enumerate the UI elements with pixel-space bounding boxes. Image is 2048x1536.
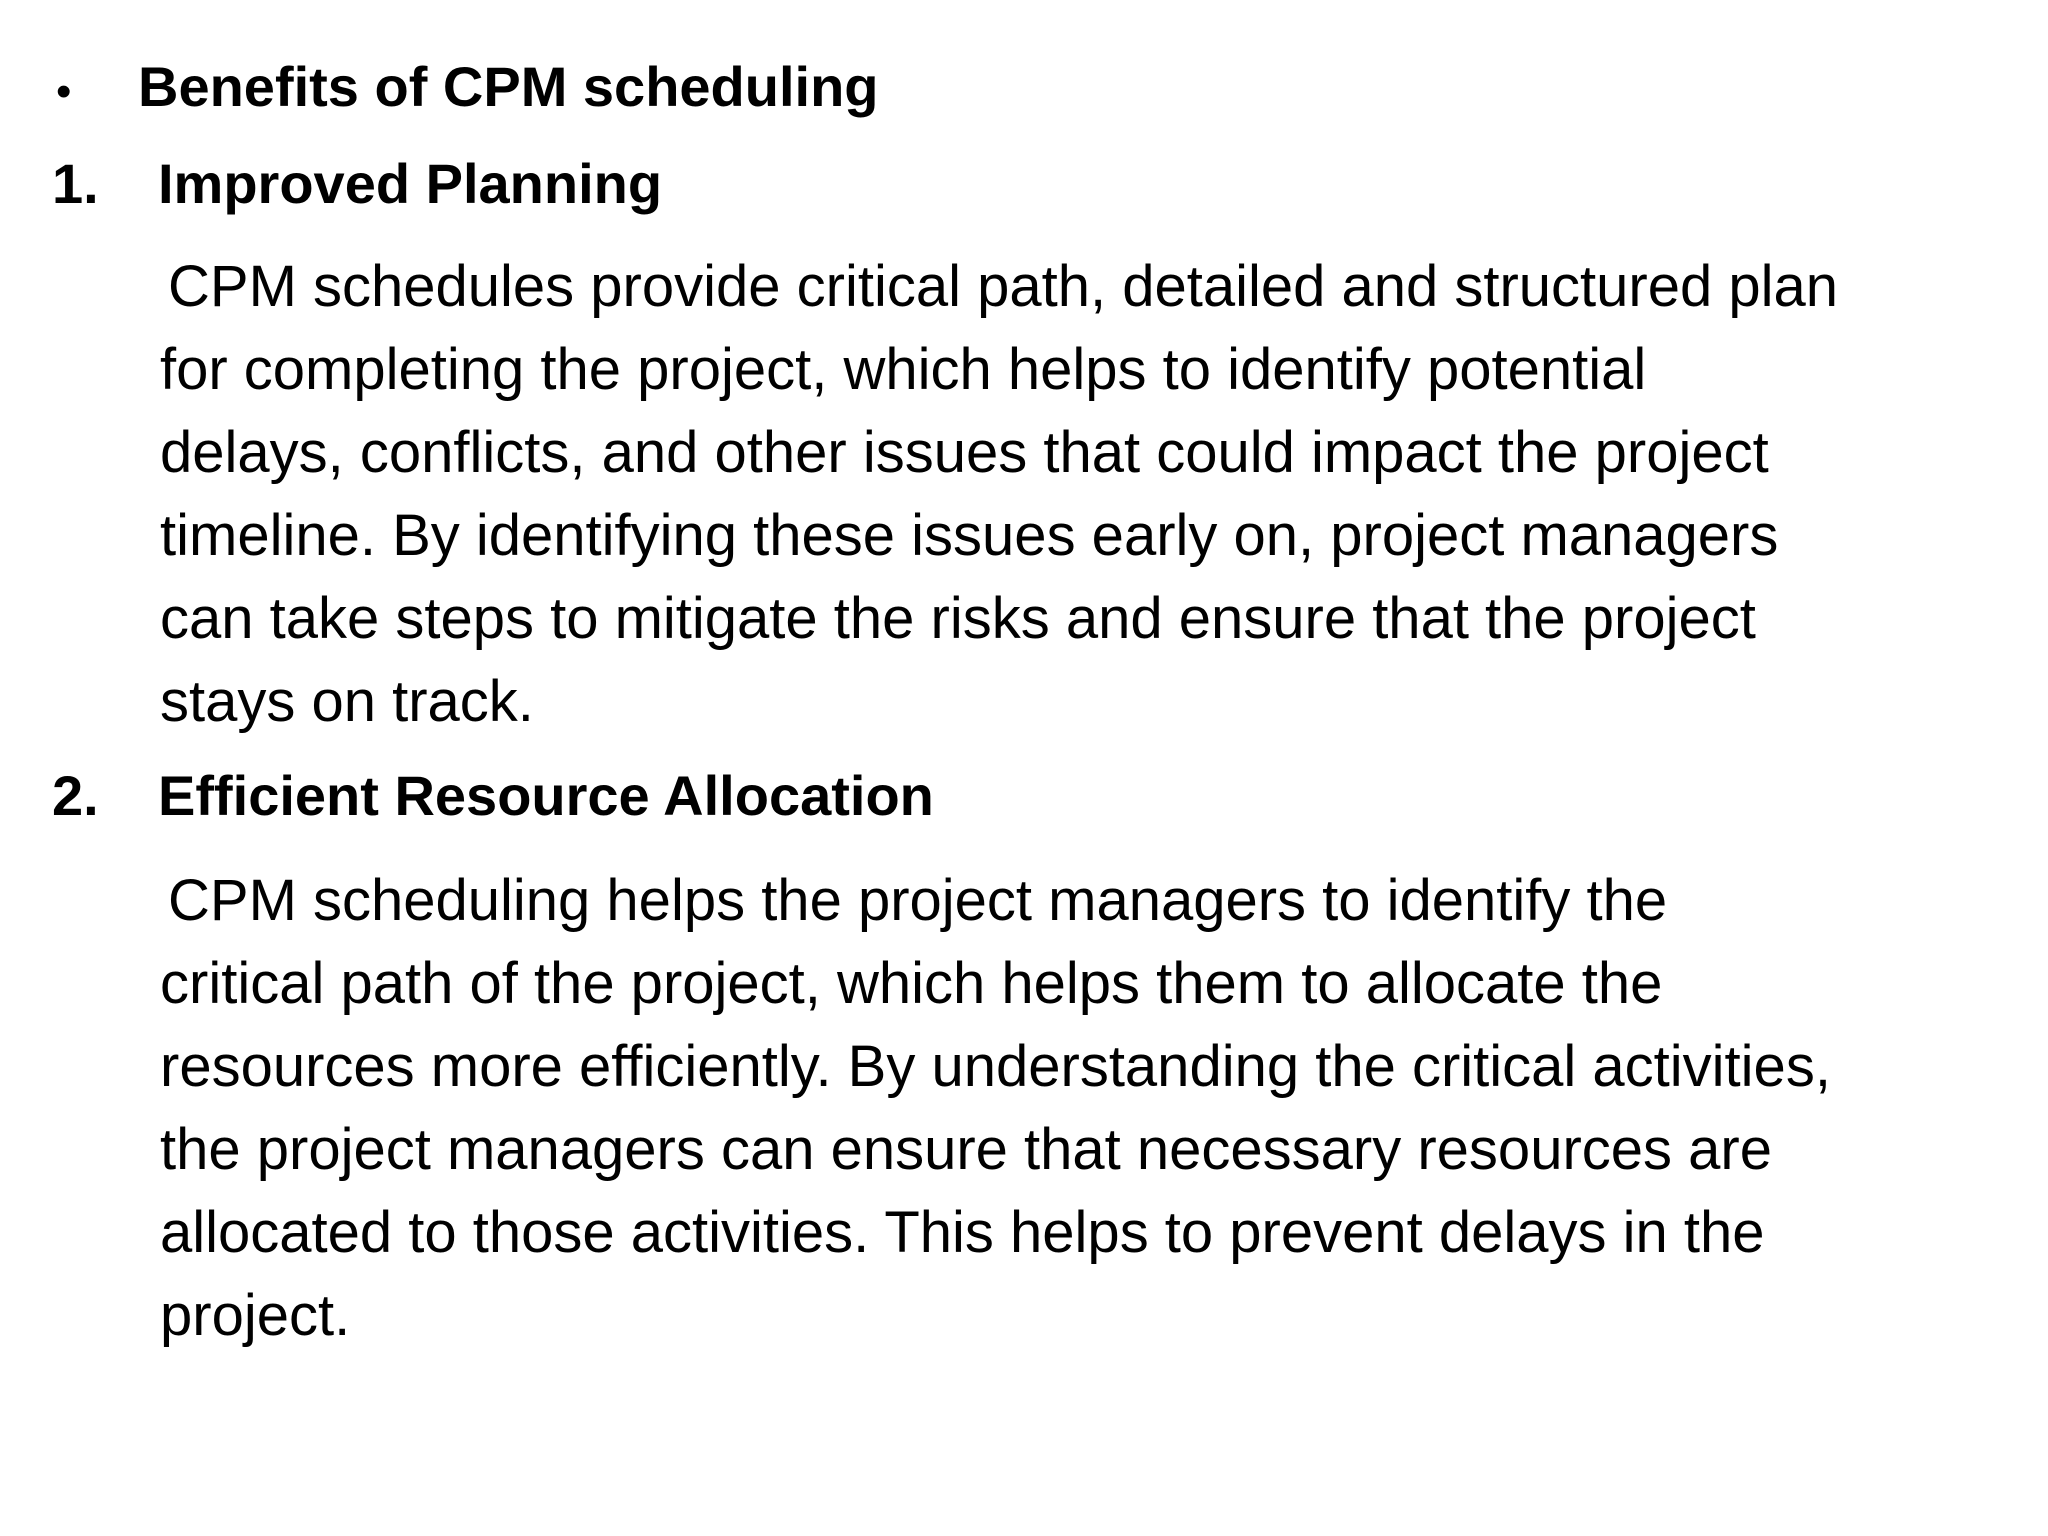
- section-heading-efficient-resource-allocation: [52, 762, 934, 829]
- slide-heading-text: Benefits of CPM scheduling: [138, 55, 879, 118]
- body-line: resources more efficiently. By understanding the critical activities,: [160, 1034, 1831, 1099]
- section-heading-improved-planning: [52, 150, 662, 217]
- section-body-efficient-resource-allocation: [160, 859, 2020, 1357]
- section-number: 1.: [52, 152, 99, 215]
- body-line: CPM schedules provide critical path, detailed and structured plan: [168, 254, 1839, 319]
- body-line: delays, conflicts, and other issues that could impact the project: [160, 420, 1769, 485]
- section-body-improved-planning: [160, 245, 2020, 743]
- body-line: can take steps to mitigate the risks and ensure that the project: [160, 586, 1756, 651]
- body-line: for completing the project, which helps to identify potential: [160, 337, 1647, 402]
- body-line: project.: [160, 1283, 351, 1348]
- section-number: 2.: [52, 764, 99, 827]
- section-title: Efficient Resource Allocation: [158, 764, 934, 827]
- body-line: stays on track.: [160, 669, 534, 734]
- slide-heading: [52, 53, 879, 120]
- body-line: critical path of the project, which helps them to allocate the: [160, 951, 1663, 1016]
- body-line: timeline. By identifying these issues early on, project managers: [160, 503, 1779, 568]
- body-line: allocated to those activities. This helps to prevent delays in the: [160, 1200, 1765, 1265]
- body-line: the project managers can ensure that necessary resources are: [160, 1117, 1772, 1182]
- body-line: CPM scheduling helps the project managers to identify the: [168, 868, 1668, 933]
- bullet-marker: •: [56, 67, 72, 116]
- section-title: Improved Planning: [158, 152, 663, 215]
